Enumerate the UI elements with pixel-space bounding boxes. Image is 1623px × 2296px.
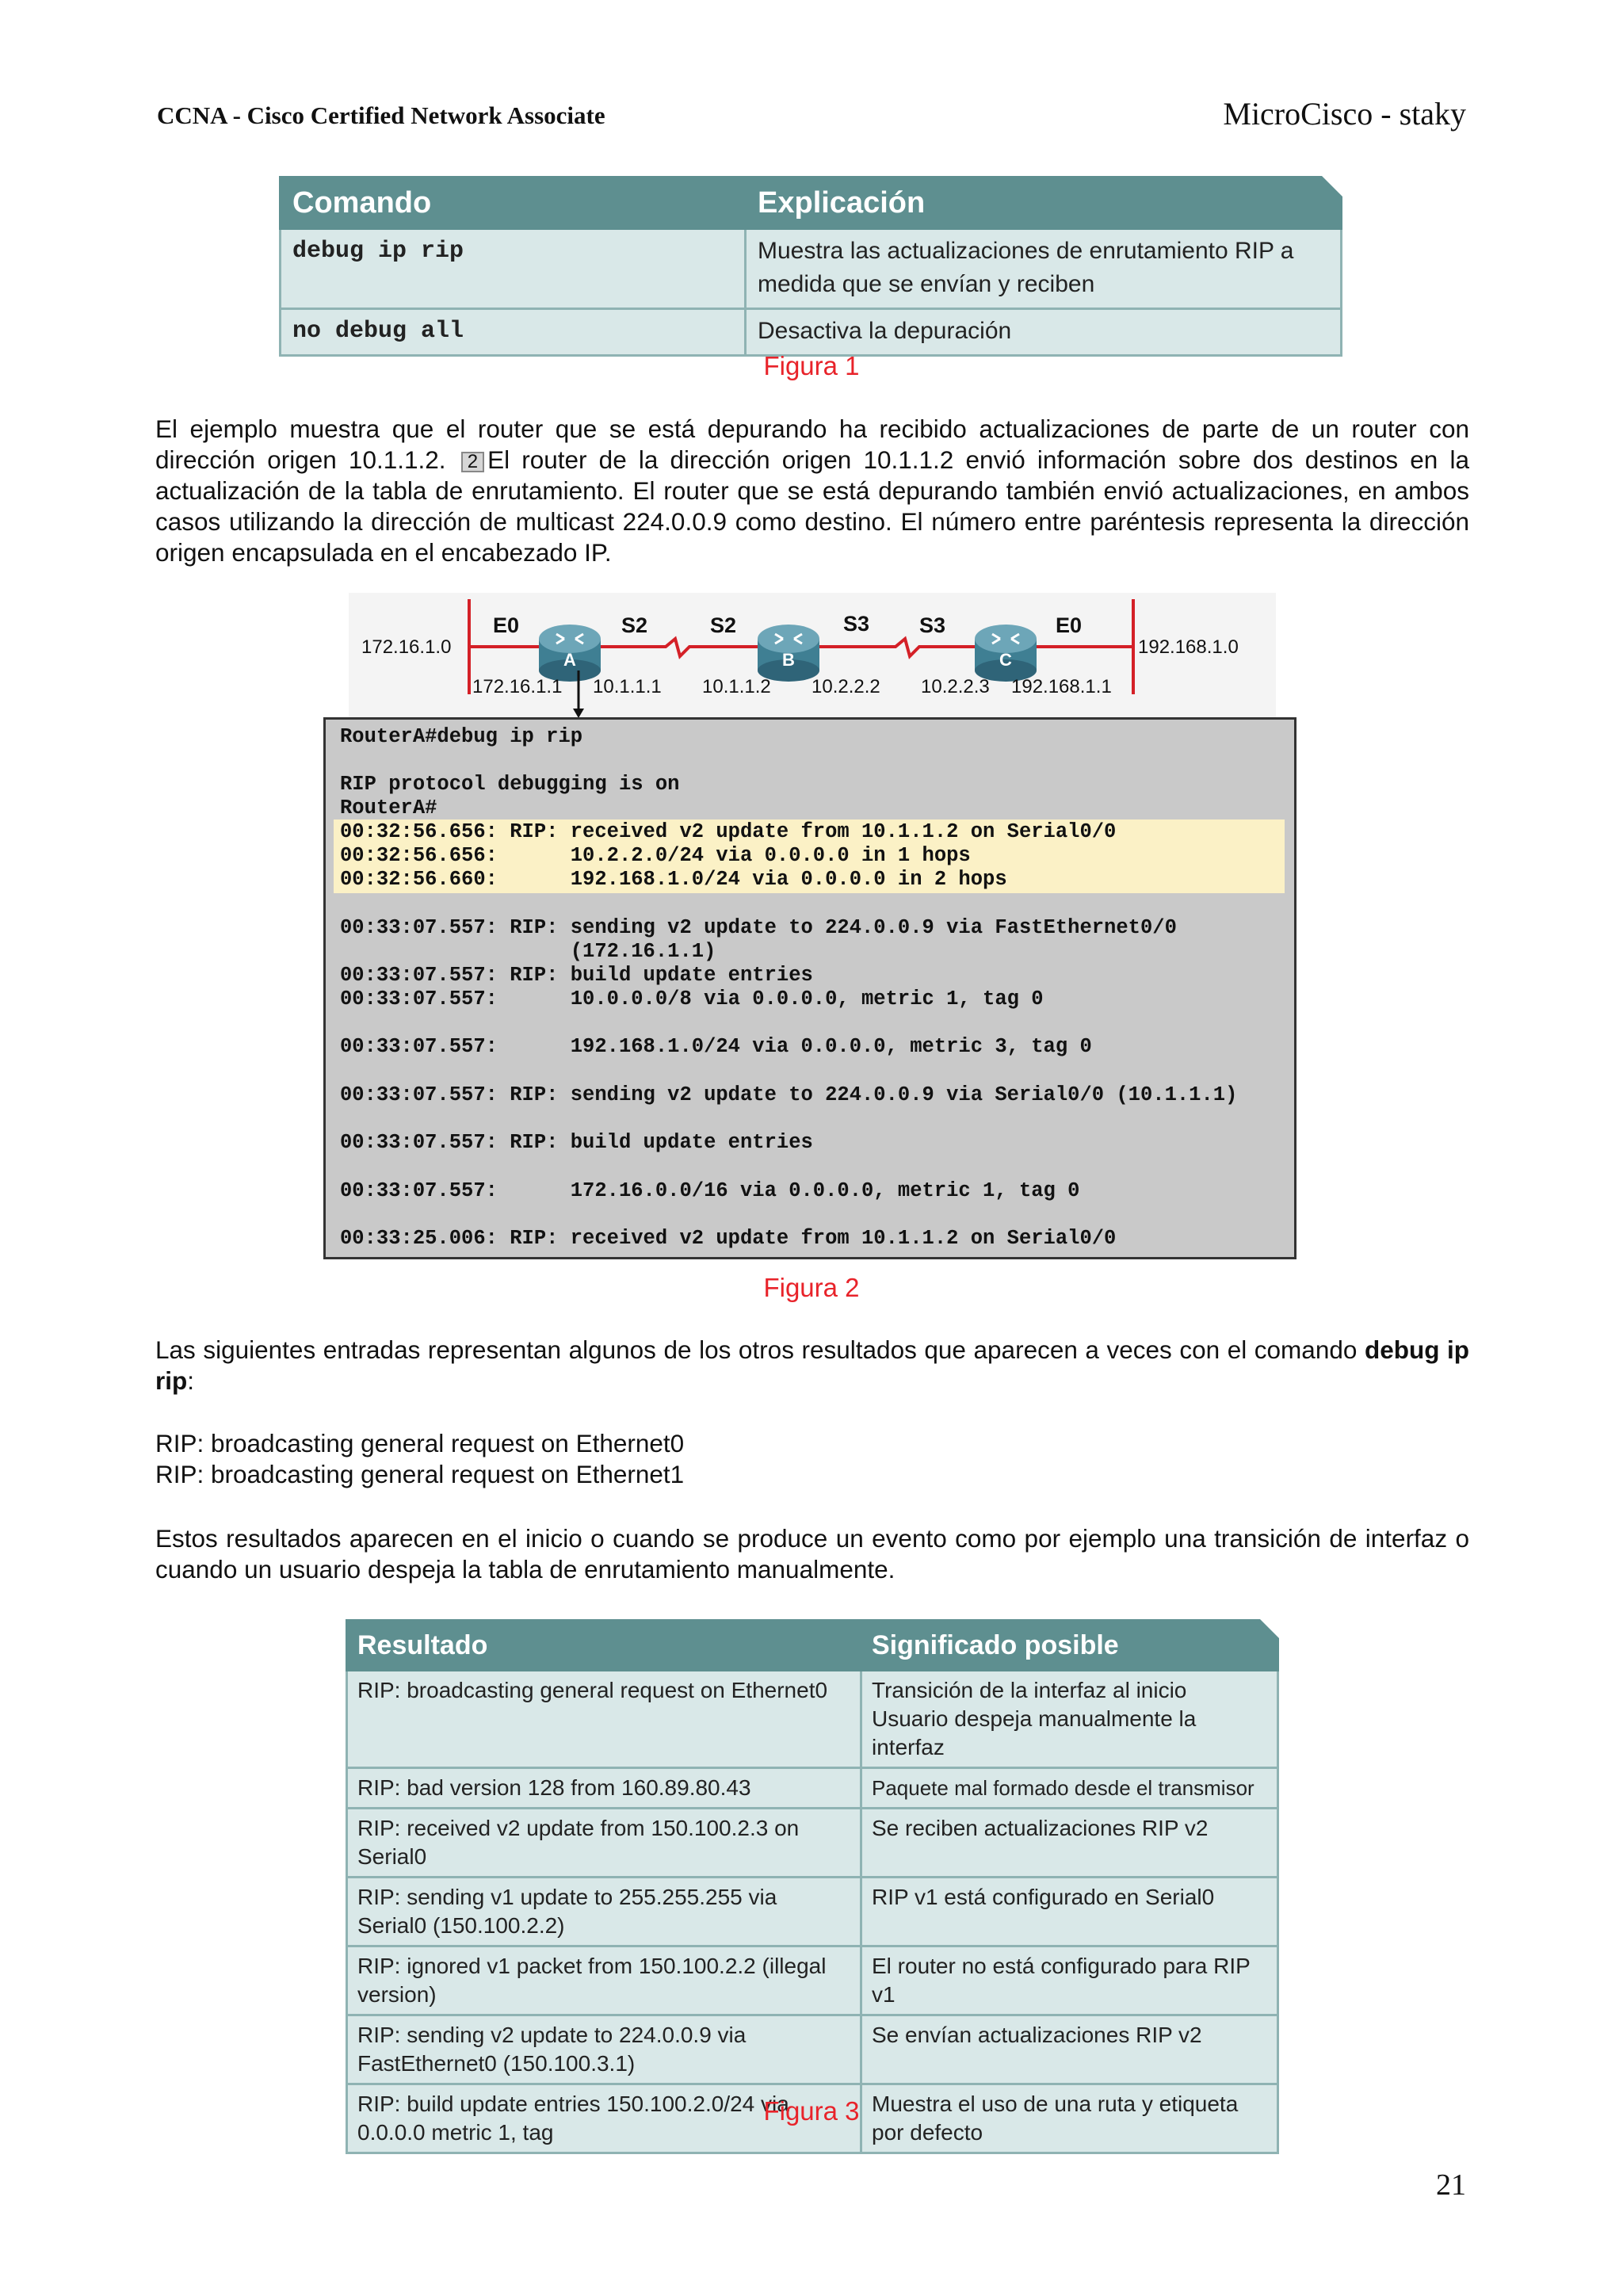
result-cell: RIP: build update entries 150.100.2.0/24 via 0.0.0.0 metric 1, tag xyxy=(347,2084,861,2153)
meaning-cell xyxy=(861,1671,1278,1768)
terminal-output xyxy=(323,717,1296,1259)
table-corner-decoration xyxy=(1322,176,1342,197)
figure-caption: Figura 3 xyxy=(763,2096,860,2126)
paragraph xyxy=(155,414,1469,568)
terminal-line: 00:33:07.557: 172.16.0.0/16 via 0.0.0.0, metric 1, tag 0 xyxy=(340,1179,1080,1202)
network-label: 192.168.1.0 xyxy=(1138,636,1239,658)
result-cell: RIP: sending v2 update to 224.0.0.9 via FastEthernet0 (150.100.3.1) xyxy=(347,2015,861,2084)
command-cell: no debug all xyxy=(281,309,746,356)
table-row xyxy=(347,1671,1278,1768)
ip-address-label: 172.16.1.1 xyxy=(472,676,563,697)
command-text: debug ip rip xyxy=(155,1335,1469,1395)
table-row xyxy=(281,229,1342,309)
figure-caption: Figura 1 xyxy=(763,351,860,380)
terminal-line: 00:32:56.656: RIP: received v2 update from 10.1.1.2 on Serial0/0 xyxy=(340,820,1117,843)
ip-address-label: 10.1.1.1 xyxy=(593,676,662,697)
meaning-cell: RIP v1 está configurado en Serial0 xyxy=(861,1878,1278,1946)
result-cell: RIP: ignored v1 packet from 150.100.2.2 (illegal version) xyxy=(347,1946,861,2015)
table-row xyxy=(347,1946,1278,2015)
meaning-cell: Se envían actualizaciones RIP v2 xyxy=(861,2015,1278,2084)
meaning-cell: Se reciben actualizaciones RIP v2 xyxy=(861,1809,1278,1878)
table-header-row xyxy=(281,178,1342,229)
column-header: Explicación xyxy=(746,178,1342,229)
header-title: CCNA - Cisco Certified Network Associate xyxy=(157,101,605,129)
paragraph-text: El ejemplo muestra que el router que se está depurando ha recibido actualizaciones de parte de un router con dirección origen 10.1.1.2. xyxy=(155,415,1469,474)
network-label: 172.16.1.0 xyxy=(361,636,452,658)
router-label: A xyxy=(563,650,576,670)
example-output: RIP: broadcasting general request on Ethernet1 xyxy=(155,1460,685,1488)
network-topology-diagram xyxy=(349,593,1276,720)
terminal-line: 00:32:56.660: 192.168.1.0/24 via 0.0.0.0 in 2 hops xyxy=(340,868,1007,891)
table-row xyxy=(347,1878,1278,1946)
explanation-cell: Muestra las actualizaciones de enrutamiento RIP a medida que se envían y reciben xyxy=(746,229,1342,309)
router-label: C xyxy=(999,650,1012,670)
interface-label: S2 xyxy=(710,613,737,637)
result-cell: RIP: broadcasting general request on Ethernet0 xyxy=(347,1671,861,1768)
table-row xyxy=(347,1768,1278,1809)
command-cell: debug ip rip xyxy=(281,229,746,309)
terminal-line: RouterA# xyxy=(340,797,437,819)
table-header-row xyxy=(347,1621,1278,1671)
interface-label: E0 xyxy=(493,613,520,637)
figure-caption: Figura 2 xyxy=(763,1273,860,1302)
meaning-cell: El router no está configurado para RIP v1 xyxy=(861,1946,1278,2015)
commands-table xyxy=(279,176,1342,357)
header-author: MicroCisco - staky xyxy=(1223,96,1466,132)
terminal-line: 00:33:07.557: RIP: sending v2 update to 224.0.0.9 via FastEthernet0/0 xyxy=(340,916,1177,939)
result-cell: RIP: sending v1 update to 255.255.255 via Serial0 (150.100.2.2) xyxy=(347,1878,861,1946)
interface-label: S3 xyxy=(919,613,946,637)
terminal-line: 00:33:07.557: 192.168.1.0/24 via 0.0.0.0, metric 3, tag 0 xyxy=(340,1035,1092,1058)
table-row xyxy=(347,2015,1278,2084)
ip-address-label: 10.2.2.3 xyxy=(921,676,990,697)
explanation-cell: Desactiva la depuración xyxy=(746,309,1342,356)
column-header: Comando xyxy=(281,178,746,229)
table-corner-decoration xyxy=(1260,1619,1279,1638)
meaning-cell: Muestra el uso de una ruta y etiqueta por defecto xyxy=(861,2084,1278,2153)
terminal-line: (172.16.1.1) xyxy=(340,940,716,963)
example-output: RIP: broadcasting general request on Ethernet0 xyxy=(155,1429,685,1457)
terminal-line: 00:33:07.557: RIP: build update entries xyxy=(340,1131,813,1154)
page-number: 21 xyxy=(1436,2168,1466,2202)
terminal-line: RouterA#debug ip rip xyxy=(340,725,583,748)
interface-label: S3 xyxy=(843,612,870,636)
paragraph: Estos resultados aparecen en el inicio o cuando se produce un evento como por ejemplo una transición de interfaz o cuando un usuario despeja la tabla de enrutamiento manualmente. xyxy=(155,1524,1469,1584)
ip-address-label: 192.168.1.1 xyxy=(1011,676,1112,697)
result-cell: RIP: bad version 128 from 160.89.80.43 xyxy=(347,1768,861,1809)
router-label: B xyxy=(782,650,795,670)
ip-address-label: 10.2.2.2 xyxy=(812,676,880,697)
paragraph-text: Las siguientes entradas representan algunos de los otros resultados que aparecen a veces con el comando xyxy=(155,1335,1358,1364)
paragraph xyxy=(155,1335,1469,1396)
punctuation: : xyxy=(187,1366,195,1395)
results-table xyxy=(346,1619,1279,2154)
terminal-line: RIP protocol debugging is on xyxy=(340,773,680,796)
figure-marker: 2 xyxy=(461,452,484,472)
table-row xyxy=(281,309,1342,356)
interface-label: E0 xyxy=(1056,613,1083,637)
column-header: Resultado xyxy=(347,1621,861,1671)
meaning-line: Usuario despeja manualmente la interfaz xyxy=(872,1706,1197,1759)
meaning-line: Transición de la interfaz al inicio xyxy=(872,1678,1187,1702)
interface-label: S2 xyxy=(621,613,648,637)
terminal-line: 00:32:56.656: 10.2.2.0/24 via 0.0.0.0 in 1 hops xyxy=(340,844,971,867)
ip-address-label: 10.1.1.2 xyxy=(702,676,771,697)
result-cell: RIP: received v2 update from 150.100.2.3 on Serial0 xyxy=(347,1809,861,1878)
paragraph-text: El router de la dirección origen 10.1.1.2 envió información sobre dos destinos en la actualización de la tabla de enrutamiento. El router que se está depurando también envió actualizaciones, en ambos casos utilizando la dirección de multicast 224.0.0.9 como destino. El número entre paréntesis representa la dirección origen encapsulada en el encabezado IP. xyxy=(155,445,1469,567)
terminal-line: 00:33:25.006: RIP: received v2 update from 10.1.1.2 on Serial0/0 xyxy=(340,1227,1117,1250)
meaning-cell: Paquete mal formado desde el transmisor xyxy=(861,1768,1278,1809)
terminal-line: 00:33:07.557: RIP: build update entries xyxy=(340,964,813,987)
terminal-line: 00:33:07.557: RIP: sending v2 update to 224.0.0.9 via Serial0/0 (10.1.1.1) xyxy=(340,1083,1238,1106)
table-row xyxy=(347,1809,1278,1878)
column-header: Significado posible xyxy=(861,1621,1278,1671)
terminal-line: 00:33:07.557: 10.0.0.0/8 via 0.0.0.0, metric 1, tag 0 xyxy=(340,988,1044,1010)
